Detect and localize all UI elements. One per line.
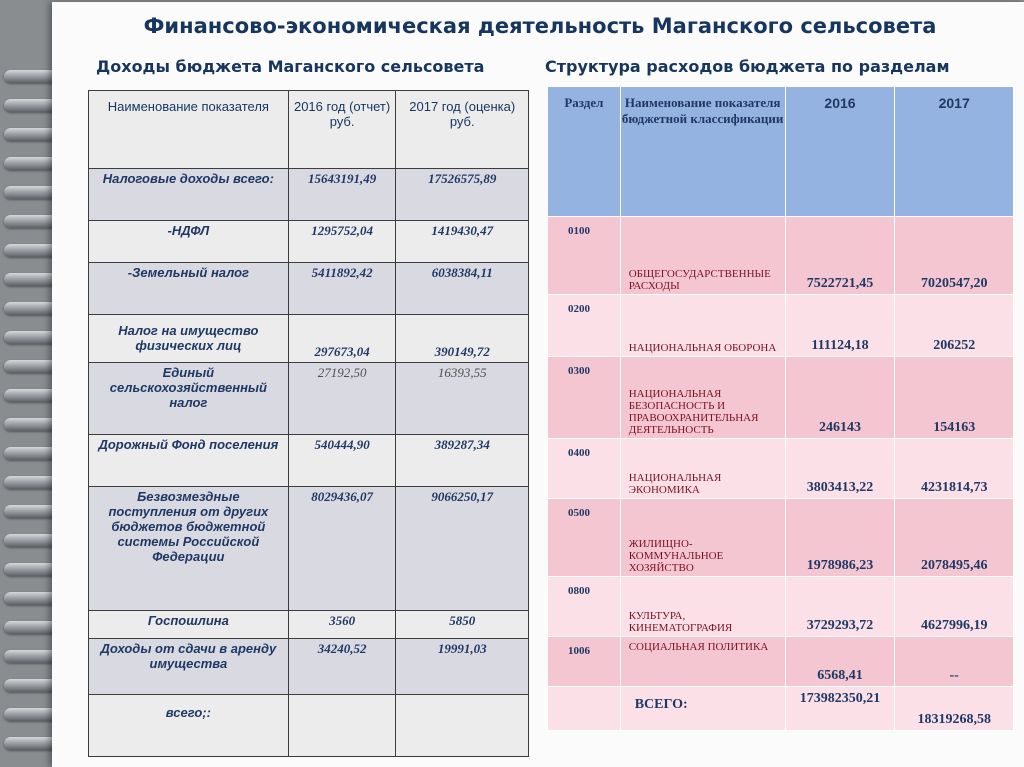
total-row — [548, 687, 1014, 731]
header-2017: 2017 год (оценка) руб. — [396, 91, 529, 169]
table-row: Госпошлина 3560 5850 — [89, 611, 529, 639]
table-row: 0300 НАЦИОНАЛЬНАЯ БЕЗОПАСНОСТЬ И ПРАВООХРАНИТЕЛЬНАЯ ДЕЯТЕЛЬНОСТЬ 246143 154163 — [548, 357, 1014, 439]
header-2016: 2016 — [785, 87, 895, 217]
expenses-subtitle: Структура расходов бюджета по разделам — [545, 57, 950, 76]
header-2016: 2016 год (отчет) руб. — [288, 91, 396, 169]
table-row: Безвозмездные поступления от других бюджетов бюджетной системы Российской Федерации 8029436,07 9066250,17 — [89, 487, 529, 611]
table-row: Налог на имущество физических лиц 297673,04 390149,72 — [89, 315, 529, 363]
income-subtitle: Доходы бюджета Маганского сельсовета — [96, 57, 485, 76]
header-name: Наименование показателя — [89, 91, 289, 169]
table-row: -Земельный налог 5411892,42 6038384,11 — [89, 263, 529, 315]
table-row: 0100 ОБЩЕГОСУДАРСТВЕННЫЕ РАСХОДЫ 7522721,45 7020547,20 — [548, 217, 1014, 295]
total-2016: 173982350,21 — [785, 687, 895, 731]
table-row: всего;: — [89, 695, 529, 757]
total-label: ВСЕГО: — [620, 687, 785, 731]
table-row: -НДФЛ 1295752,04 1419430,47 — [89, 221, 529, 263]
income-table — [88, 90, 529, 757]
table-row: 0400 НАЦИОНАЛЬНАЯ ЭКОНОМИКА 3803413,22 4231814,73 — [548, 439, 1014, 499]
header-2017: 2017 — [895, 87, 1014, 217]
table-row: 0800 КУЛЬТУРА, КИНЕМАТОГРАФИЯ 3729293,72 4627996,19 — [548, 577, 1014, 637]
page-title: Финансово-экономическая деятельность Маганского сельсовета — [143, 14, 937, 38]
table-row: 1006 СОЦИАЛЬНАЯ ПОЛИТИКА 6568,41 -- — [548, 637, 1014, 687]
table-row: Доходы от сдачи в аренду имущества 34240,52 19991,03 — [89, 639, 529, 695]
table-row: 0200 НАЦИОНАЛЬНАЯ ОБОРОНА 111124,18 206252 — [548, 295, 1014, 357]
table-row: Дорожный Фонд поселения 540444,90 389287,34 — [89, 435, 529, 487]
total-2017: 18319268,58 — [895, 687, 1014, 731]
table-row: 0500 ЖИЛИЩНО-КОММУНАЛЬНОЕ ХОЗЯЙСТВО 1978986,23 2078495,46 — [548, 499, 1014, 577]
header-section: Раздел — [548, 87, 621, 217]
expenses-table — [547, 86, 1014, 731]
header-classification: Наименование показателя бюджетной классификации — [620, 87, 785, 217]
table-row: Налоговые доходы всего: 15643191,49 17526575,89 — [89, 169, 529, 221]
table-row: Единый сельскохозяйственный налог 27192,50 16393,55 — [89, 363, 529, 435]
